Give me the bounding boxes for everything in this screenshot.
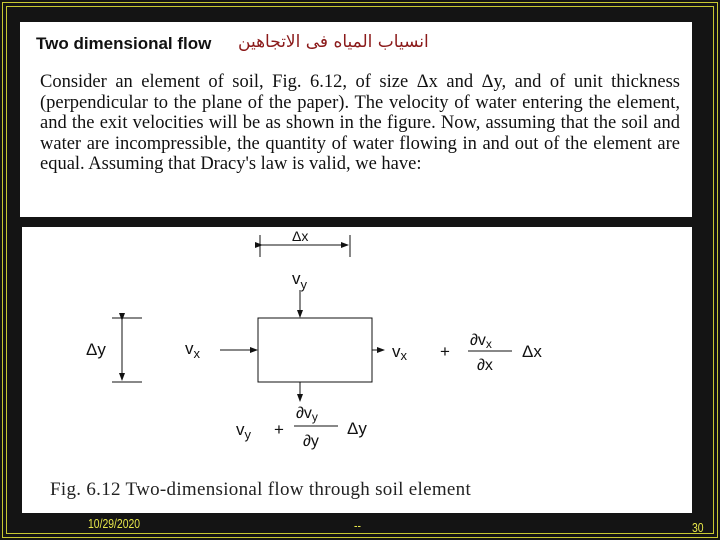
vx-label: $v_x$ bbox=[185, 339, 200, 361]
partial-x: ∂x bbox=[477, 357, 493, 374]
flow-diagram bbox=[22, 227, 692, 513]
dx-label: Δx bbox=[292, 228, 309, 244]
footer-date: 10/29/2020 bbox=[88, 516, 141, 531]
dx-term: Δx bbox=[522, 342, 542, 361]
figure-panel bbox=[22, 227, 692, 513]
body-paragraph: Consider an element of soil, Fig. 6.12, of size Δx and Δy, and of unit thickness (perpendicular to the plane of the paper). The velocity of water entering the element, and the exit velocities will be as shown in the figure. Now, assuming that the soil and water are incompressible, the quantity of water flowing in and out of the element are equal. Assuming that Dracy's law is valid, we have: bbox=[40, 72, 680, 174]
figure-caption: Fig. 6.12 Two-dimensional flow through soil element bbox=[50, 479, 472, 500]
partial-vy: ∂vy bbox=[296, 405, 318, 424]
partial-vx: ∂vx bbox=[470, 332, 492, 351]
vy-out-label: $v_y$ bbox=[236, 420, 251, 442]
footer-center: -- bbox=[354, 518, 361, 533]
arabic-title: انسياب المياه فى الاتجاهين bbox=[238, 32, 429, 52]
vy-label: $v_y$ bbox=[292, 269, 307, 292]
plus-y: + bbox=[274, 420, 284, 439]
vx-out-label: vx bbox=[392, 342, 407, 363]
page-number: 30 bbox=[692, 520, 704, 535]
slide-title: Two dimensional flow bbox=[36, 34, 212, 53]
dy-term: Δy bbox=[347, 419, 367, 438]
partial-y: ∂y bbox=[303, 433, 319, 450]
text-panel bbox=[20, 22, 692, 217]
plus-x: + bbox=[440, 342, 450, 361]
soil-element bbox=[258, 318, 372, 382]
dy-label: Δy bbox=[86, 340, 106, 359]
